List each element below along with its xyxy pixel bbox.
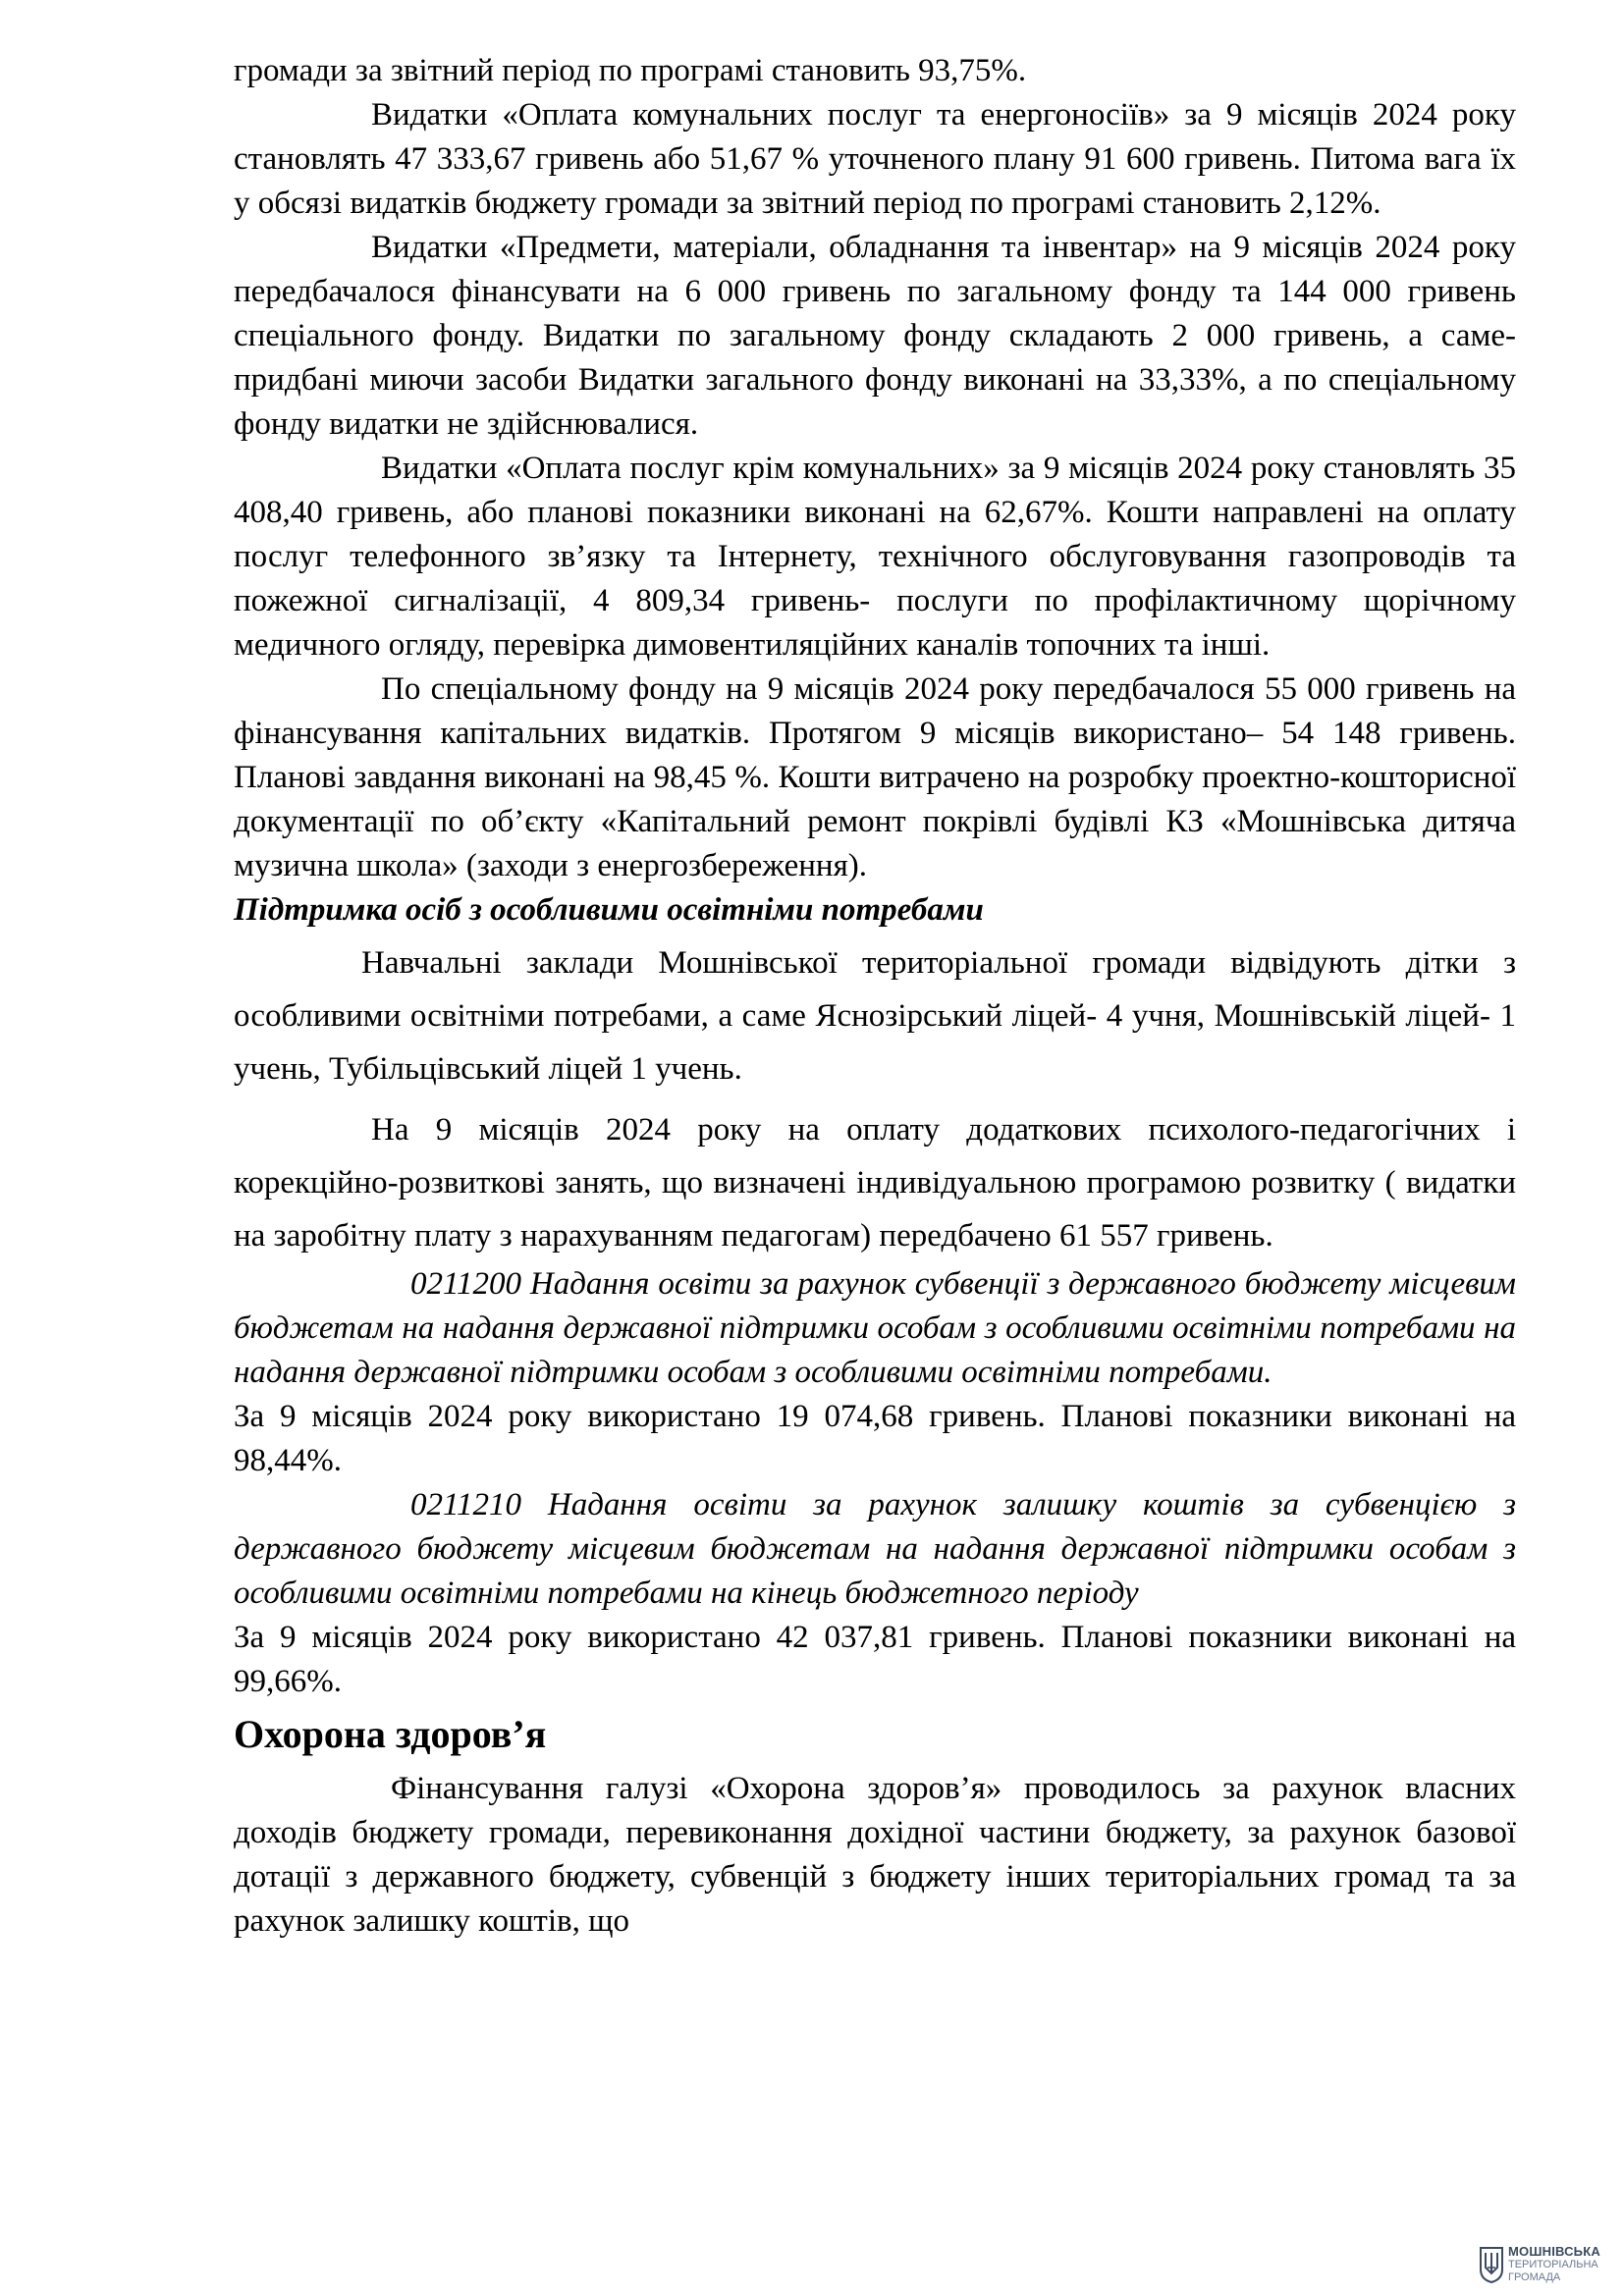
document-page	[234, 49, 1516, 1944]
section-heading-health: Охорона здоров’я	[234, 1712, 547, 1756]
budget-code-0211210: 0211210 Надання освіти за рахунок залишку коштів за субвенцією з державного бюджету місцевим бюджетам на надання державної підтримки особам з особливими освітніми потребами на кінець бюджетного періоду	[234, 1487, 1516, 1611]
paragraph-materials: Видатки «Предмети, матеріали, обладнання та інвентар» на 9 місяців 2024 року передбачалося фінансувати на 6 000 гривень по загальному фонду та 144 000 гривень спеціального фонду. Видатки по загальному фонду складають 2 000 гривень, а саме- придбані миючи засоби Видатки загального фонду виконані на 33,33%, а по спеціальному фонду видатки не здійснювалися.	[234, 230, 1516, 442]
paragraph-used-0211210: За 9 місяців 2024 року використано 42 037,81 гривень. Планові показники виконані на 99,66%.	[234, 1620, 1516, 1699]
paragraph-program-share: громади за звітний період по програмі становить 93,75%.	[234, 53, 1027, 88]
paragraph-utilities: Видатки «Оплата комунальних послуг та енергоносіїв» за 9 місяців 2024 року становлять 47 333,67 гривень або 51,67 % уточненого плану 91 600 гривень. Питома вага їх у обсязі видатків бюджету громади за звітний період по програмі становить 2,12%.	[234, 97, 1516, 221]
logo-line-3: ГРОМАДА	[1508, 2271, 1561, 2283]
paragraph-health-financing: Фінансування галузі «Охорона здоров’я» проводилось за рахунок власних доходів бюджету громади, перевиконання дохідної частини бюджету, за рахунок базової дотації з державного бюджету, субвенцій з бюджету інших територіальних громад та за рахунок залишку коштів, що	[234, 1771, 1516, 1939]
logo-line-2: ТЕРИТОРІАЛЬНА	[1508, 2259, 1598, 2270]
logo-line-1: МОШНІВСЬКА	[1508, 2244, 1600, 2259]
paragraph-special-fund: По спеціальному фонду на 9 місяців 2024 року передбачалося 55 000 гривень на фінансування капітальних видатків. Протягом 9 місяців використано– 54 148 гривень. Планові завдання виконані на 98,45 %. Кошти витрачено на розробку проектно-кошторисної документації по об’єкту «Капітальний ремонт покрівлі будівлі КЗ «Мошнівська дитяча музична школа» (заходи з енергозбереження).	[234, 671, 1516, 883]
paragraph-used-0211200: За 9 місяців 2024 року використано 19 074,68 гривень. Планові показники виконані на 98,44%.	[234, 1399, 1516, 1478]
paragraph-schools: Навчальні заклади Мошнівської територіальної громади відвідують дітки з особливими освітніми потребами, а саме Яснозірський ліцей- 4 учня, Мошнівській ліцей- 1 учень, Тубільцівський ліцей 1 учень.	[234, 945, 1516, 1087]
paragraph-services: Видатки «Оплата послуг крім комунальних» за 9 місяців 2024 року становлять 35 408,40 гривень, або планові показники виконані на 62,67%. Кошти направлені на оплату послуг телефонного зв’язку та Інтернету, технічного обслуговування газопроводів та пожежної сигналізації, 4 809,34 гривень- послуги по профілактичному щорічному медичного огляду, перевірка димовентиляційних каналів топочних та інші.	[234, 451, 1516, 663]
trident-emblem-icon	[1479, 2244, 1504, 2283]
section-heading-special-needs: Підтримка осіб з особливими освітніми потребами	[234, 892, 984, 928]
paragraph-additional-lessons: На 9 місяців 2024 року на оплату додаткових психолого-педагогічних і корекційно-розвиткові занять, що визначені індивідуальною програмою розвитку ( видатки на заробітну плату з нарахуванням педагогам) передбачено 61 557 гривень.	[234, 1112, 1516, 1254]
community-logo	[1479, 2242, 1616, 2289]
budget-code-0211200: 0211200 Надання освіти за рахунок субвенції з державного бюджету місцевим бюджетам на надання державної підтримки особам з особливими освітніми потребами на надання державної підтримки особам з особливими освітніми потребами.	[234, 1266, 1516, 1390]
